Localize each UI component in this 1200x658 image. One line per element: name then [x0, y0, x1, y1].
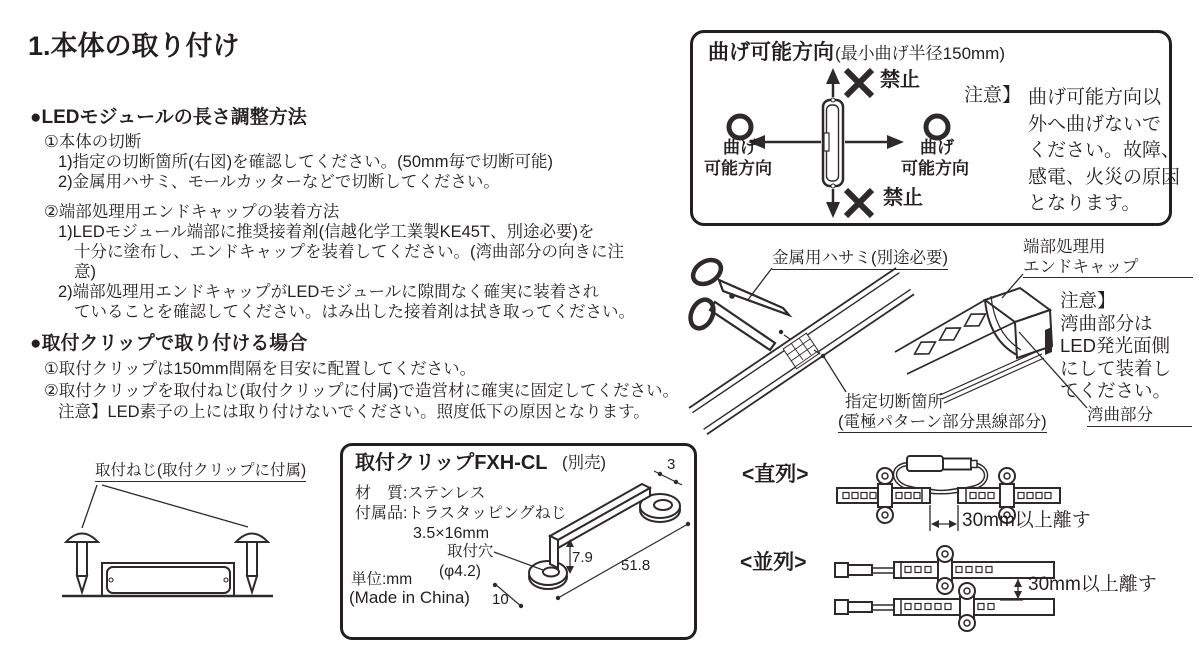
dim-7-9	[566, 539, 574, 574]
clip-step2: ②取付クリップを取付ねじ(取付クリップに付属)で造営材に確実に固定してください。	[44, 382, 679, 400]
parallel-label: <並列>	[740, 551, 807, 574]
series-gap-label: 30mm以上離す	[962, 510, 1091, 531]
bend-box-title: 曲げ可能方向	[708, 41, 834, 64]
length-step1-2: 2)金属用ハサミ、モールカッターなどで切断してください。	[58, 173, 500, 191]
length-step1-1: 1)指定の切断箇所(右図)を確認してください。(50mm毎で切断可能)	[58, 153, 553, 171]
prohibited-x-bottom-icon	[846, 190, 872, 216]
page-title: 1.本体の取り付け	[28, 31, 240, 61]
curved-part-shading	[1045, 327, 1052, 355]
bend-note-line: 曲げ可能方向以	[1028, 87, 1162, 108]
clip-material: 材 質:ステンレス	[355, 485, 486, 502]
curved-part-label: 湾曲部分	[1087, 406, 1192, 427]
endcap-note-line: LED発光面側	[1060, 335, 1170, 356]
bend-note-head: 注意】	[964, 85, 1022, 106]
arrow-down-icon	[826, 189, 840, 218]
cut-zone-hatch	[779, 330, 825, 369]
endcap-icon	[985, 288, 1052, 358]
clip-bracket-illustration	[343, 446, 694, 634]
clip-made-in: (Made in China)	[349, 588, 470, 607]
screw-crosssection-illustration	[45, 455, 305, 605]
series-label: <直列>	[742, 463, 809, 486]
dim-10	[493, 583, 523, 608]
bend-box-title-sub: (最小曲げ半径150mm)	[835, 44, 1006, 63]
endcap-note	[1060, 290, 1171, 403]
cutpoint-leader-line	[824, 357, 846, 392]
bend-left-label2: 可能方向	[704, 159, 772, 178]
clip-step1: ①取付クリップは150mm間隔を目安に配置してください。	[44, 360, 477, 378]
parallel-gap-label: 30mm以上離す	[1028, 574, 1157, 595]
length-step2-2b: ていることを確認してください。はみ出した接着剤は拭き取ってください。	[74, 303, 635, 321]
clip-hole-label: 取付穴	[447, 543, 494, 560]
ok-ring-left-icon	[729, 116, 751, 138]
section-clip-heading: ●取付クリップで取り付ける場合	[30, 333, 308, 354]
length-step2: ②端部処理用エンドキャップの装着方法	[44, 203, 340, 221]
bend-left-label1: 曲げ	[723, 138, 757, 157]
module-extension-lines	[940, 350, 1044, 403]
screw-left-icon	[66, 534, 98, 593]
clip-dim-3: 3	[667, 456, 676, 473]
section-length-heading: ●LEDモジュールの長さ調整方法	[30, 107, 307, 128]
screw-leader-right	[102, 485, 248, 527]
arrow-right-icon	[845, 135, 904, 149]
bend-note-line: となります。	[1028, 193, 1141, 214]
clip-accessory: 付属品:トラスタッピングねじ	[355, 505, 567, 522]
prohibit-top-label: 禁止	[880, 69, 920, 91]
prohibited-x-top-icon	[846, 70, 872, 96]
length-step1: ①本体の切断	[44, 133, 142, 151]
endcap-note-head: 注意】	[1060, 290, 1116, 311]
mounting-screw-label: 取付ねじ(取付クリップに付属)	[95, 462, 306, 482]
arrow-left-icon	[748, 135, 821, 149]
endcap-note-line: 湾曲部分は	[1060, 312, 1153, 334]
endcap-note-line: てください。	[1060, 380, 1172, 401]
scissors-leader-line	[747, 268, 772, 301]
bend-right-label2: 可能方向	[901, 159, 969, 178]
clip-accessory-size: 3.5×16mm	[413, 525, 490, 542]
bottom-washer-hole	[543, 568, 559, 577]
bend-right-label1: 曲げ	[920, 138, 954, 157]
endcap-label-line2: エンドキャップ	[1023, 258, 1193, 279]
length-step2-1a: 1)LEDモジュール端部に推奨接着剤(信越化学工業製KE45T、別途必要)を	[58, 223, 595, 241]
connector-icon	[907, 456, 977, 471]
clip-note: 注意】LED素子の上には取り付けないでください。照度低下の原因となります。	[58, 403, 650, 421]
module-crosssection	[107, 567, 230, 593]
module-profile-icon	[823, 98, 843, 188]
screw-right-icon	[236, 534, 268, 593]
gap-dimension	[930, 505, 958, 531]
bracket-bar	[550, 484, 650, 568]
parallel-illustration	[815, 545, 1105, 650]
hole-leader-line	[494, 552, 543, 570]
endcap-label-line1: 端部処理用	[1023, 238, 1106, 256]
clip-hole-dia: (φ4.2)	[439, 563, 481, 580]
dim-3	[654, 471, 682, 485]
cut-point-label-line1: 指定切断箇所	[845, 393, 944, 411]
endcap-label	[1023, 238, 1193, 278]
scissors-label: 金属用ハサミ(別途必要)	[772, 249, 948, 270]
clip-box-title: 取付クリップFXH-CL	[355, 452, 548, 474]
prohibit-bottom-label: 禁止	[883, 187, 923, 209]
length-step2-2a: 2)端部処理用エンドキャップがLEDモジュールに隙間なく確実に装着され	[58, 283, 600, 301]
arrow-up-icon	[826, 68, 840, 97]
top-washer-hole	[654, 500, 672, 510]
clip-dim-79: 7.9	[572, 549, 593, 566]
cut-point-label-line2: (電極パターン部分黒線部分)	[838, 413, 1047, 431]
clip-dim-10: 10	[492, 591, 509, 608]
bend-note-line: 外へ曲げないで	[1028, 113, 1162, 135]
length-step2-1b: 十分に塗布し、エンドキャップを装着してください。(湾曲部分の向きに注	[74, 243, 624, 261]
bend-note-text	[1028, 85, 1180, 218]
clip-left	[877, 468, 893, 523]
bend-note-line: ください。故障、	[1028, 140, 1181, 161]
clip-dim-518: 51.8	[621, 557, 651, 574]
bend-note-line: 感電、火災の原因	[1028, 166, 1181, 188]
screw-leader-left	[82, 485, 97, 528]
clip-box-title-sub: (別売)	[562, 454, 606, 472]
spacing-dimension	[990, 578, 1023, 600]
ok-ring-right-icon	[926, 116, 948, 138]
length-step2-1c: 意)	[74, 263, 96, 281]
endcap-note-line: にして装着し	[1060, 357, 1172, 379]
clip-unit: 単位:mm	[351, 571, 413, 588]
